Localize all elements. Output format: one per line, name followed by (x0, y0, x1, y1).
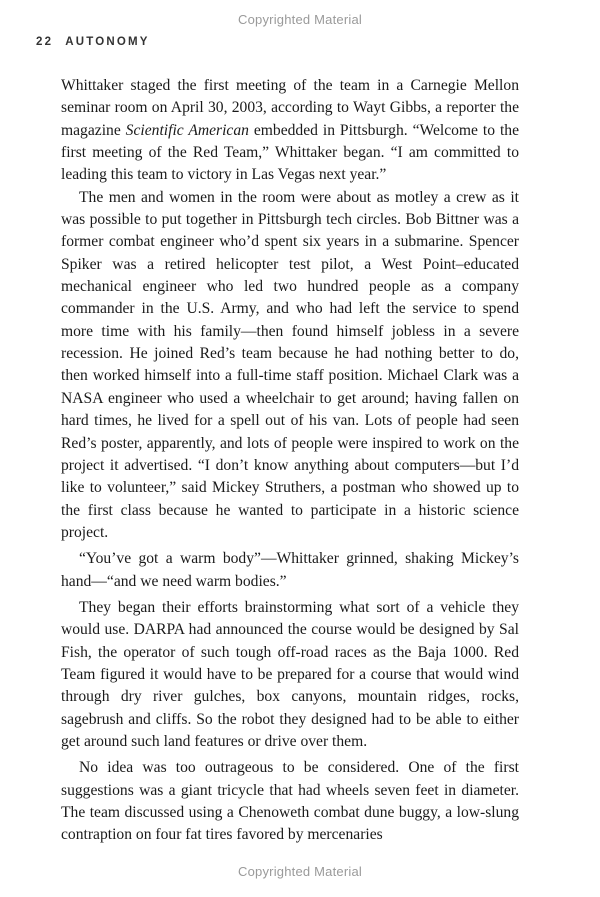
page-number: 22 (36, 36, 54, 48)
paragraph: The men and women in the room were about as motley a crew as it was possible to put together in Pittsburgh tech circles. Bob Bittner was a former combat engineer who’d spent six years in a submarine. Spencer Spiker was a retired helicopter test pilot, a West Point–educated mechanical engineer who led two hundred people as a company commander in the U.S. Army, and who had left the service to spend more time with his family—then found himself jobless in a severe recession. He joined Red’s team because he had nothing better to do, then worked himself into a full-time staff position. Michael Clark was a NASA engineer who used a wheelchair to get around; having fallen on hard times, he lived for a spell out of his van. Lots of people had seen Red’s poster, apparently, and lots of people were inspired to work on the project it advertised. “I don’t know anything about computers—but I’d like to volunteer,” said Mickey Struthers, a postman who showed up to the first class because he wanted to participate in a historic science project. (61, 188, 519, 541)
copyright-watermark-top: Copyrighted Material (238, 12, 362, 27)
magazine-title: Scientific American (125, 121, 249, 139)
chapter-title: AUTONOMY (65, 36, 150, 48)
copyright-watermark-bottom: Copyrighted Material (238, 864, 362, 879)
paragraph: No idea was too outrageous to be considered. One of the first suggestions was a giant tricycle that had wheels seven feet in diameter. The team discussed using a Chenoweth combat dune buggy, a low-slung contraption on four fat tires favored by mercenaries (61, 759, 519, 844)
paragraph: They began their efforts brainstorming what sort of a vehicle they would use. DARPA had announced the course would be designed by Sal Fish, the operator of such tough off-road races as the Baja 1000. Red Team figured it would have to be prepared for a course that would wind through dry river gulches, box canyons, mountain ridges, rocks, sagebrush and cliffs. So the robot they designed had to be able to either get around such land features or drive over them. (61, 598, 519, 750)
body-text (61, 75, 519, 847)
paragraph: “You’ve got a warm body”—Whittaker grinned, shaking Mickey’s hand—“and we need warm bodies.” (61, 550, 519, 590)
running-head (36, 36, 150, 48)
paragraph: Whittaker staged the first meeting of the team in a Carnegie Mellon seminar room on April 30, 2003, according to Wayt Gibbs, a reporter the magazine Scientific American embedded in Pittsburgh. “Welcome to the first meeting of the Red Team,” Whittaker began. “I am committed to leading this team to victory in Las Vegas next year.” (61, 77, 519, 184)
